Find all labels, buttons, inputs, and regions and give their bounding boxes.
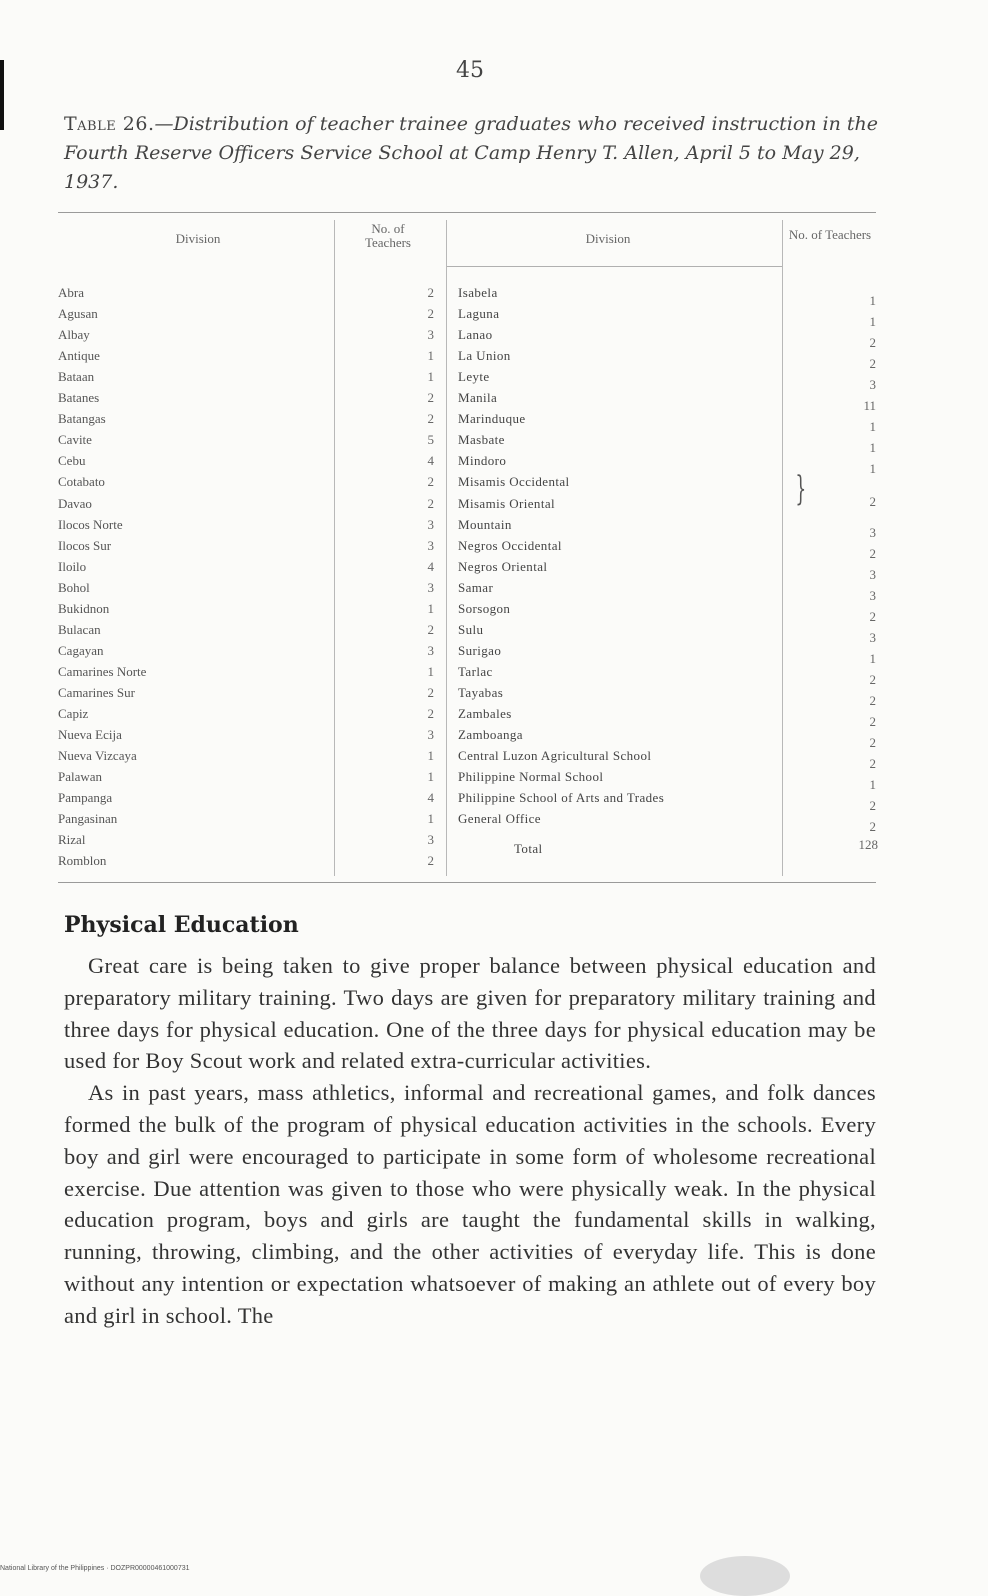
right-division-cell: Philippine Normal School xyxy=(458,769,604,785)
right-division-cell: Tayabas xyxy=(458,684,504,700)
header-division-right: Division xyxy=(585,231,631,246)
right-division-cell: Negros Oriental xyxy=(458,558,548,574)
left-teachers-cell: 4 xyxy=(427,558,434,574)
left-teachers-cell: 3 xyxy=(427,642,434,658)
section-title: Physical Education xyxy=(64,912,299,938)
right-division-cell: Marinduque xyxy=(458,411,526,427)
left-division-cell: Nueva Ecija xyxy=(58,727,122,743)
left-teachers-cell: 3 xyxy=(427,727,434,743)
left-teachers-cell: 2 xyxy=(427,390,434,406)
left-division-cell: Bohol xyxy=(58,579,90,595)
table-column-divider xyxy=(782,220,783,876)
caption-text: —Distribution of teacher trainee graduates who received instruction in the Fourth Reserve Officers Service School at Camp Henry T. Allen, April 5 to May 29, 1937. xyxy=(64,113,879,193)
header-teachers-left: No. of Teachers xyxy=(364,221,411,250)
right-teachers-cell: 3 xyxy=(869,566,876,582)
right-teachers-cell: 1 xyxy=(869,440,876,456)
table-column-divider xyxy=(334,220,335,876)
right-teachers-cell: 1 xyxy=(869,461,876,477)
right-division-cell: Lanao xyxy=(458,327,493,343)
left-teachers-cell: 1 xyxy=(427,600,434,616)
header-division-left: Division xyxy=(175,231,221,246)
right-division-cell: Isabela xyxy=(458,285,498,300)
left-teachers-cell: 4 xyxy=(427,790,434,806)
left-division-cell: Batangas xyxy=(58,411,106,427)
right-teachers-cell: 1 xyxy=(869,419,876,435)
left-division-cell: Cotabato xyxy=(58,474,105,490)
paragraph: Great care is being taken to give proper balance between physical education and preparatory military training. Two days are given for preparatory military training and three days for physical education. One of the three days for physical education may be used for Boy Scout work and related extra-curricular activities. xyxy=(64,953,876,1074)
left-teachers-cell: 3 xyxy=(427,327,434,343)
left-division-cell: Pampanga xyxy=(58,790,113,806)
left-teachers-cell: 1 xyxy=(427,369,434,385)
right-division-cell: Samar xyxy=(458,579,494,595)
right-division-cell: Sulu xyxy=(458,621,484,637)
total-value: 128 xyxy=(858,837,878,852)
left-division-cell: Bataan xyxy=(58,369,95,385)
right-teachers-cell: 1 xyxy=(869,777,876,793)
right-division-cell: La Union xyxy=(458,348,511,364)
table-bottom-rule xyxy=(58,882,876,883)
right-teachers-cell: 2 xyxy=(869,493,876,509)
right-division-cell: Central Luzon Agricultural School xyxy=(458,748,652,764)
left-teachers-cell: 3 xyxy=(427,579,434,595)
left-division-cell: Bukidnon xyxy=(58,600,110,616)
right-teachers-cell: 1 xyxy=(869,293,876,308)
left-teachers-cell: 1 xyxy=(427,663,434,679)
table-caption xyxy=(64,110,894,197)
page-number: 45 xyxy=(456,58,484,83)
table-top-rule xyxy=(58,212,876,213)
right-division-cell: Laguna xyxy=(458,306,500,322)
right-division-cell: Sorsogon xyxy=(458,600,511,616)
bracket-misamis: } xyxy=(795,469,807,509)
right-teachers-cell: 2 xyxy=(869,671,876,687)
right-teachers-cell: 2 xyxy=(869,714,876,729)
left-teachers-cell: 3 xyxy=(427,537,434,553)
left-teachers-cell: 2 xyxy=(427,495,434,511)
body-text xyxy=(64,950,876,1332)
right-teachers-cell: 2 xyxy=(869,735,876,751)
paragraph: As in past years, mass athletics, informal and recreational games, and folk dances formed the bulk of the program of physical education activities in the schools. Every boy and girl were encouraged to participate in some form of wholesome recreational exercise. Due attention was given to those who were physically weak. In the physical education program, boys and girls are taught the fundamental skills in walking, running, throwing, climbing, and the other activities of everyday life. This is done without any intention or expectation whatsoever of making an athlete out of every boy and girl in school. The xyxy=(64,1080,876,1328)
right-division-cell: Leyte xyxy=(458,369,490,385)
right-division-cell: Zamboanga xyxy=(458,727,523,743)
left-division-cell: Capiz xyxy=(58,706,89,721)
right-teachers-cell: 2 xyxy=(869,798,876,814)
left-teachers-cell: 2 xyxy=(427,474,434,490)
left-division-cell: Cebu xyxy=(58,453,86,469)
right-division-cell: Mindoro xyxy=(458,453,507,469)
right-division-cell: Philippine School of Arts and Trades xyxy=(458,790,665,806)
left-teachers-cell: 3 xyxy=(427,516,434,532)
right-teachers-cell: 2 xyxy=(869,335,876,351)
right-teachers-cell: 2 xyxy=(869,819,876,835)
left-division-cell: Ilocos Norte xyxy=(58,516,123,532)
left-teachers-cell: 1 xyxy=(427,348,434,364)
left-division-cell: Nueva Vizcaya xyxy=(58,748,137,764)
table-header-rule xyxy=(446,266,782,267)
left-teachers-cell: 1 xyxy=(427,748,434,764)
left-division-cell: Abra xyxy=(58,285,84,300)
left-division-cell: Davao xyxy=(58,495,92,511)
right-division-cell: Masbate xyxy=(458,432,505,448)
left-teachers-cell: 1 xyxy=(427,769,434,785)
left-division-cell: Iloilo xyxy=(58,558,87,574)
right-division-cell: Zambales xyxy=(458,706,512,721)
right-teachers-cell: 2 xyxy=(869,692,876,708)
left-teachers-cell: 5 xyxy=(427,432,434,448)
left-division-cell: Bulacan xyxy=(58,621,101,637)
distribution-table xyxy=(58,212,876,886)
left-division-cell: Batanes xyxy=(58,390,100,406)
left-teachers-cell: 3 xyxy=(427,832,434,848)
left-division-cell: Antique xyxy=(58,348,100,364)
caption-lead: Table 26. xyxy=(64,113,155,135)
right-teachers-cell: 3 xyxy=(869,524,876,540)
left-division-cell: Pangasinan xyxy=(58,811,118,827)
left-teachers-cell: 1 xyxy=(427,811,434,827)
left-division-cell: Camarines Sur xyxy=(58,684,135,700)
left-division-cell: Palawan xyxy=(58,769,103,785)
right-teachers-cell: 2 xyxy=(869,756,876,772)
total-label: Total xyxy=(514,841,543,856)
left-division-cell: Albay xyxy=(58,327,90,343)
header-teachers-right: No. of Teachers xyxy=(788,227,872,242)
left-teachers-cell: 2 xyxy=(427,706,434,721)
left-teachers-cell: 2 xyxy=(427,684,434,700)
right-teachers-cell: 1 xyxy=(869,314,876,330)
right-division-cell: Negros Occidental xyxy=(458,537,562,553)
left-division-cell: Camarines Norte xyxy=(58,663,147,679)
right-division-cell: Tarlac xyxy=(458,663,493,679)
left-teachers-cell: 4 xyxy=(427,453,434,469)
footer-credit: National Library of the Philippines · DOZPR00000461000731 xyxy=(0,1565,190,1572)
left-division-cell: Ilocos Sur xyxy=(58,537,112,553)
right-division-cell: General Office xyxy=(458,811,541,827)
left-division-cell: Agusan xyxy=(58,306,98,322)
table-column-divider xyxy=(446,220,447,876)
left-teachers-cell: 2 xyxy=(427,285,434,300)
left-teachers-cell: 2 xyxy=(427,411,434,427)
left-teachers-cell: 2 xyxy=(427,306,434,322)
right-teachers-cell: 2 xyxy=(869,356,876,372)
right-teachers-cell: 2 xyxy=(869,608,876,624)
right-division-cell: Manila xyxy=(458,390,498,406)
right-teachers-cell: 11 xyxy=(863,398,876,414)
left-division-cell: Rizal xyxy=(58,832,86,848)
right-teachers-cell: 1 xyxy=(869,650,876,666)
right-division-cell: Misamis Oriental xyxy=(458,495,556,511)
left-division-cell: Romblon xyxy=(58,853,107,869)
right-division-cell: Misamis Occidental xyxy=(458,474,570,490)
right-division-cell: Mountain xyxy=(458,516,512,532)
left-division-cell: Cagayan xyxy=(58,642,104,658)
right-division-cell: Surigao xyxy=(458,642,502,658)
left-teachers-cell: 2 xyxy=(427,853,434,869)
right-teachers-cell: 2 xyxy=(869,545,876,561)
scan-artifact xyxy=(700,1556,790,1596)
left-teachers-cell: 2 xyxy=(427,621,434,637)
left-division-cell: Cavite xyxy=(58,432,92,448)
right-teachers-cell: 3 xyxy=(869,587,876,603)
right-teachers-cell: 3 xyxy=(869,377,876,393)
right-teachers-cell: 3 xyxy=(869,629,876,645)
